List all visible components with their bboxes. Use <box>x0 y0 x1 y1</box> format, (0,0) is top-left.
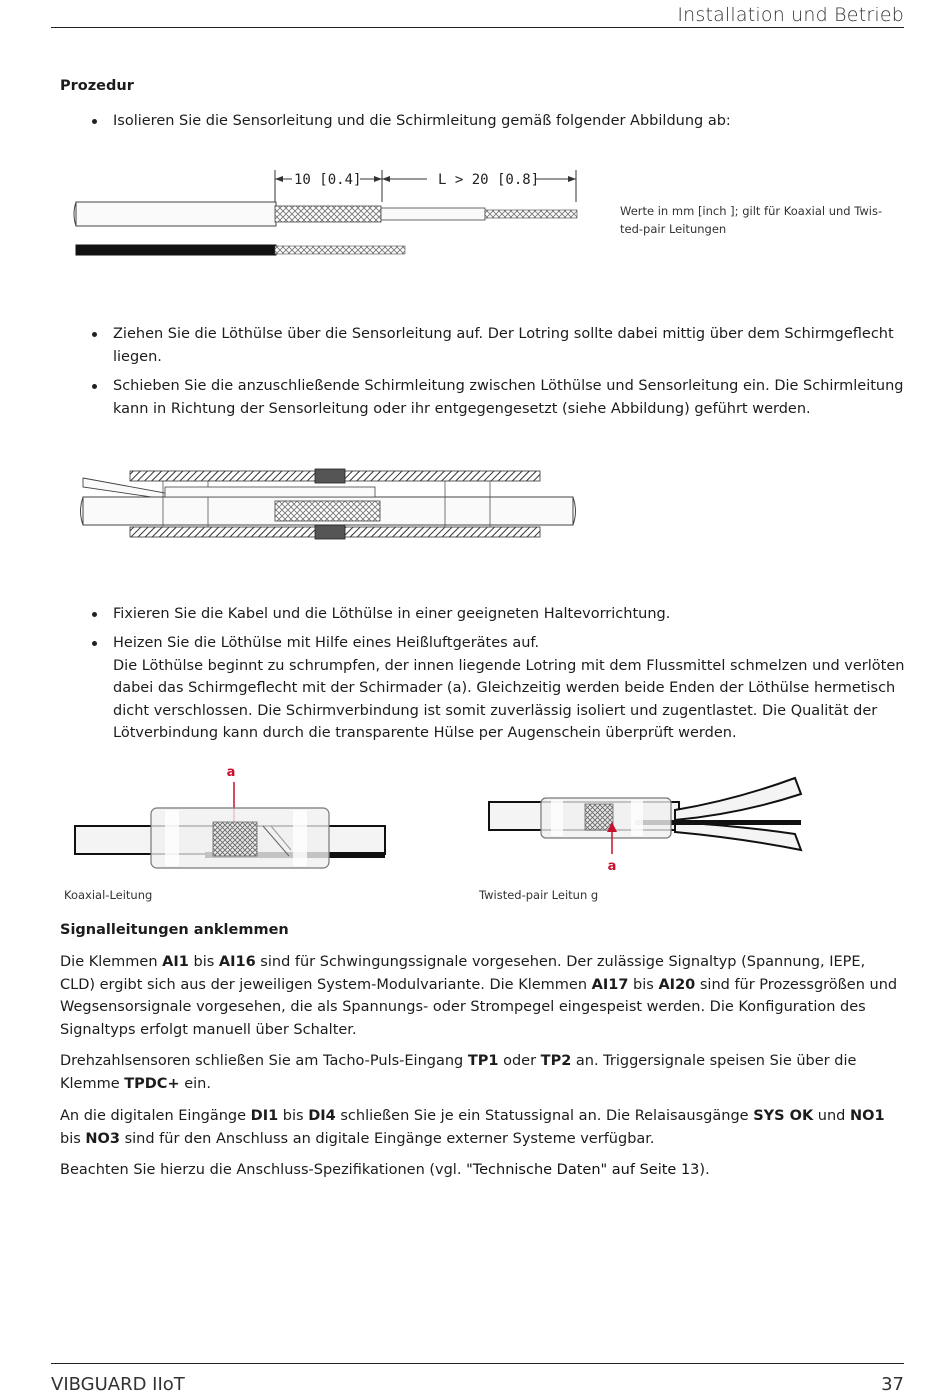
list-item <box>92 632 922 745</box>
figure-caption <box>620 202 882 238</box>
bullet-icon <box>92 332 97 337</box>
list-item-title: Heizen Sie die Löthülse mit Hilfe eines Heißluftgerätes auf. <box>113 635 540 651</box>
list-item <box>92 375 922 420</box>
list-item-text <box>113 632 922 745</box>
header-title: Installation und Betrieb <box>677 4 904 26</box>
dimension-label-strip: 10 [0.4] <box>294 172 362 188</box>
bullet-icon <box>92 641 97 646</box>
terminal-label: AI16 <box>218 954 256 970</box>
coax-result-diagram <box>65 760 395 880</box>
solder-sleeve-diagram <box>75 465 585 545</box>
header-divider <box>51 27 904 28</box>
paragraph: Die Klemmen AI1 bis AI16 sind für Schwingungssignale vorgesehen. Der zulässige Signaltyp (Spannung, IEPE, CLD) ergibt sich aus der jeweiligen System-Modulvariante. Die Klemmen AI17 bis AI20 sind für Prozessgrößen und Wegsensorsignale vorgesehen, die als Spannungs- oder Strompegel eingespeist werden. Die Konfiguration des Signaltyps erfolgt manuell über Schalter. <box>60 954 898 1038</box>
section-heading-signal: Signalleitungen anklemmen <box>60 922 289 938</box>
footer-product-name: VIBGUARD IIoT <box>51 1374 185 1394</box>
list-item-text: Fixieren Sie die Kabel und die Löthülse in einer geeigneten Haltevorrichtung. <box>113 606 671 622</box>
list-item-text: Schieben Sie die anzuschließende Schirmleitung zwischen Löthülse und Sensorleitung ein. Die Schirmleitung kann in Richtung der Sensorleitung oder ihr entgegengesetzt (siehe Abbildung) geführt werden. <box>113 378 904 417</box>
twisted-pair-result-diagram <box>485 770 815 880</box>
bullet-icon <box>92 119 97 124</box>
terminal-label: DI4 <box>308 1108 336 1124</box>
section-heading-procedure: Prozedur <box>60 78 134 94</box>
list-item-body: Die Löthülse beginnt zu schrumpfen, der innen liegende Lotring mit dem Flussmittel schmelzen und verlöten dabei das Schirmgeflecht mit der Schirmader (a). Gleichzeitig werden beide Enden der Löthülse hermetisch dicht verschlossen. Die Schirmverbindung ist somit zuverlässig isoliert und zugentlastet. Die Qualität der Lötverbindung kann durch die transparente Hülse per Augenschein überprüft werden. <box>113 657 905 741</box>
terminal-label: DI1 <box>250 1108 279 1124</box>
list-item <box>92 603 922 626</box>
cross-reference-link[interactable]: "Technische Daten" auf Seite 13 <box>466 1162 700 1178</box>
paragraph: Drehzahlsensoren schließen Sie am Tacho-Puls-Eingang TP1 oder TP2 an. Triggersignale speisen Sie über die Klemme TPDC+ ein. <box>60 1053 857 1092</box>
terminal-label: TPDC+ <box>124 1075 180 1092</box>
figure-caption-coax: Koaxial-Leitung <box>64 888 153 902</box>
list-item-text: Ziehen Sie die Löthülse über die Sensorleitung auf. Der Lotring sollte dabei mittig über dem Schirmgeflecht liegen. <box>113 326 894 365</box>
list-item <box>92 323 922 368</box>
figure-caption-twisted-pair: Twisted-pair Leitun g <box>479 888 599 902</box>
page-number: 37 <box>881 1374 904 1394</box>
terminal-label: NO3 <box>85 1130 120 1147</box>
dimension-label-length: L > 20 [0.8] <box>438 172 540 188</box>
stripping-diagram <box>70 160 590 270</box>
callout-label-a: a <box>226 765 236 780</box>
footer-divider <box>51 1363 904 1364</box>
terminal-label: AI20 <box>658 976 696 993</box>
bullet-icon <box>92 384 97 389</box>
paragraph: An die digitalen Eingänge DI1 bis DI4 schließen Sie je ein Statussignal an. Die Relaisausgänge SYS OK und NO1 bis NO3 sind für den Anschluss an digitale Eingänge externer Systeme verfügbar. <box>60 1108 885 1147</box>
terminal-label: NO1 <box>850 1108 885 1124</box>
list-item-text: Isolieren Sie die Sensorleitung und die Schirmleitung gemäß folgender Abbildung ab: <box>113 113 731 129</box>
callout-label-a: a <box>607 859 617 874</box>
terminal-label: AI1 <box>162 954 189 970</box>
list-item <box>92 110 922 133</box>
paragraph: Beachten Sie hierzu die Anschluss-Spezifikationen (vgl. "Technische Daten" auf Seite 13). <box>60 1162 710 1178</box>
terminal-label: TP2 <box>540 1053 572 1069</box>
bullet-icon <box>92 612 97 617</box>
terminal-label: SYS OK <box>753 1108 814 1124</box>
terminal-label: AI17 <box>591 976 629 993</box>
terminal-label: TP1 <box>467 1053 499 1069</box>
figure-caption-line: ted-pair Leitungen <box>620 222 727 236</box>
figure-caption-line: Werte in mm [inch ]; gilt für Koaxial und Twis- <box>620 204 883 218</box>
